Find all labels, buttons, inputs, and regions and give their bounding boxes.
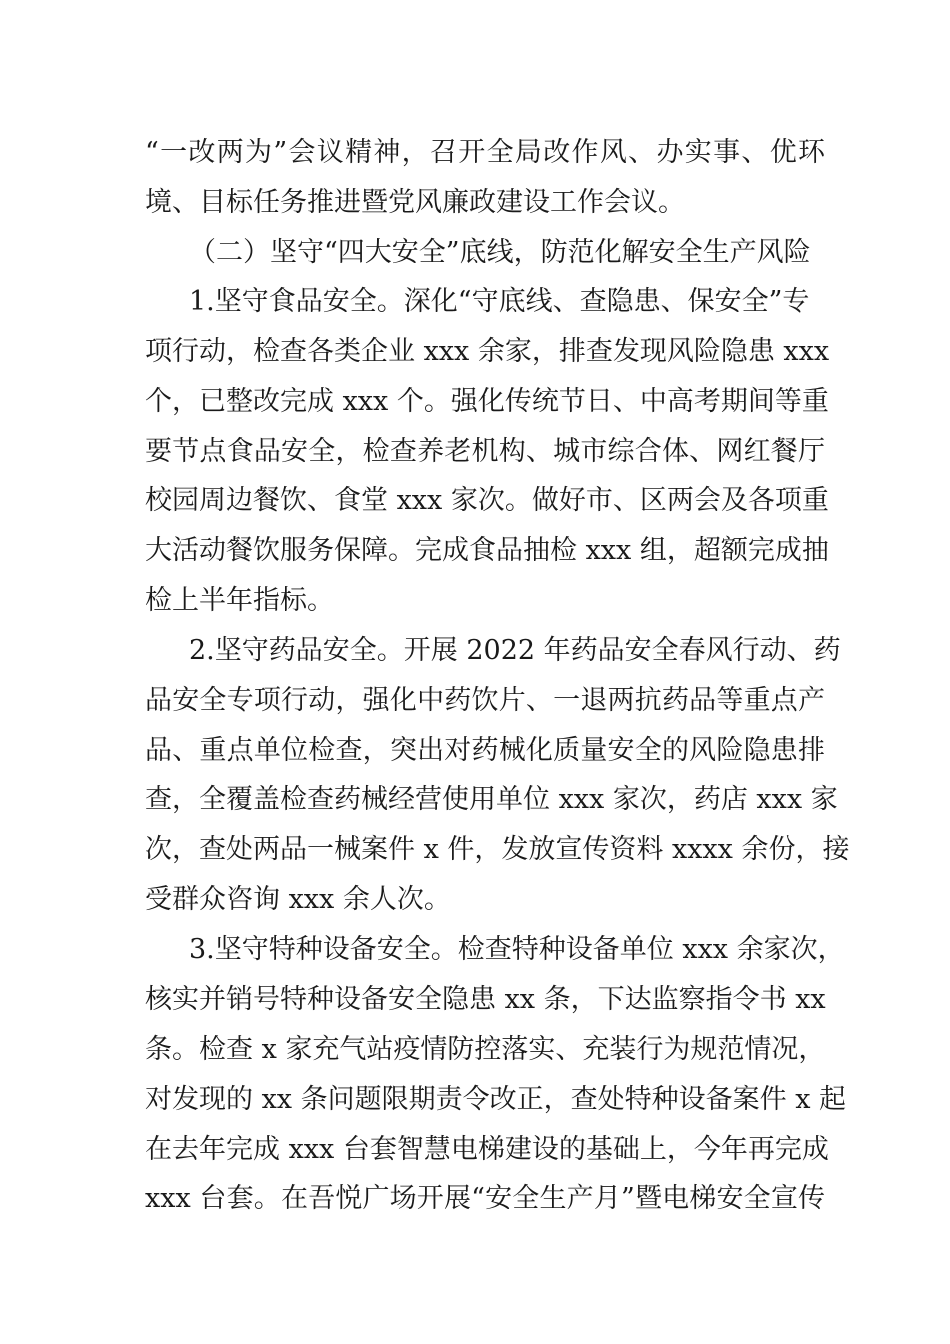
- text-line-4: 1.坚守食品安全。深化“守底线、查隐患、保安全”专: [189, 286, 810, 317]
- text-line-20: 对发现的 xx 条问题限期责令改正，查处特种设备案件 x 起: [145, 1084, 847, 1115]
- text-line-5: 项行动，检查各类企业 xxx 余家，排查发现风险隐患 xxx: [145, 336, 830, 367]
- text-line-13: 品、重点单位检查，突出对药械化质量安全的风险隐患排: [145, 735, 825, 766]
- text-line-19: 条。检查 x 家充气站疫情防控落实、充装行为规范情况，: [145, 1034, 826, 1065]
- text-line-9: 大活动餐饮服务保障。完成食品抽检 xxx 组，超额完成抽: [145, 535, 829, 566]
- text-line-21: 在去年完成 xxx 台套智慧电梯建设的基础上，今年再完成: [145, 1134, 829, 1165]
- text-line-1: “一改两为”会议精神，召开全局改作风、办实事、优环: [145, 137, 825, 168]
- text-line-12: 品安全专项行动，强化中药饮片、一退两抗药品等重点产: [145, 685, 825, 716]
- text-line-15: 次，查处两品一械案件 x 件，发放宣传资料 xxxx 余份，接: [145, 834, 850, 865]
- text-line-8: 校园周边餐饮、食堂 xxx 家次。做好市、区两会及各项重: [145, 485, 829, 516]
- text-line-14: 查，全覆盖检查药械经营使用单位 xxx 家次，药店 xxx 家: [145, 784, 838, 815]
- text-line-11: 2.坚守药品安全。开展 2022 年药品安全春风行动、药: [189, 635, 841, 666]
- text-line-22: xxx 台套。在吾悦广场开展“安全生产月”暨电梯安全宣传: [145, 1183, 825, 1214]
- text-line-7: 要节点食品安全，检查养老机构、城市综合体、网红餐厅: [145, 436, 825, 467]
- text-line-2: 境、目标任务推进暨党风廉政建设工作会议。: [145, 187, 685, 218]
- text-line-17: 3.坚守特种设备安全。检查特种设备单位 xxx 余家次，: [189, 934, 845, 965]
- text-line-16: 受群众咨询 xxx 余人次。: [145, 884, 451, 915]
- section-heading: （二）坚守“四大安全”底线，防范化解安全生产风险: [189, 237, 811, 268]
- text-line-6: 个，已整改完成 xxx 个。强化传统节日、中高考期间等重: [145, 386, 829, 417]
- text-line-10: 检上半年指标。: [145, 585, 334, 616]
- text-line-18: 核实并销号特种设备安全隐患 xx 条，下达监察指令书 xx: [145, 984, 826, 1015]
